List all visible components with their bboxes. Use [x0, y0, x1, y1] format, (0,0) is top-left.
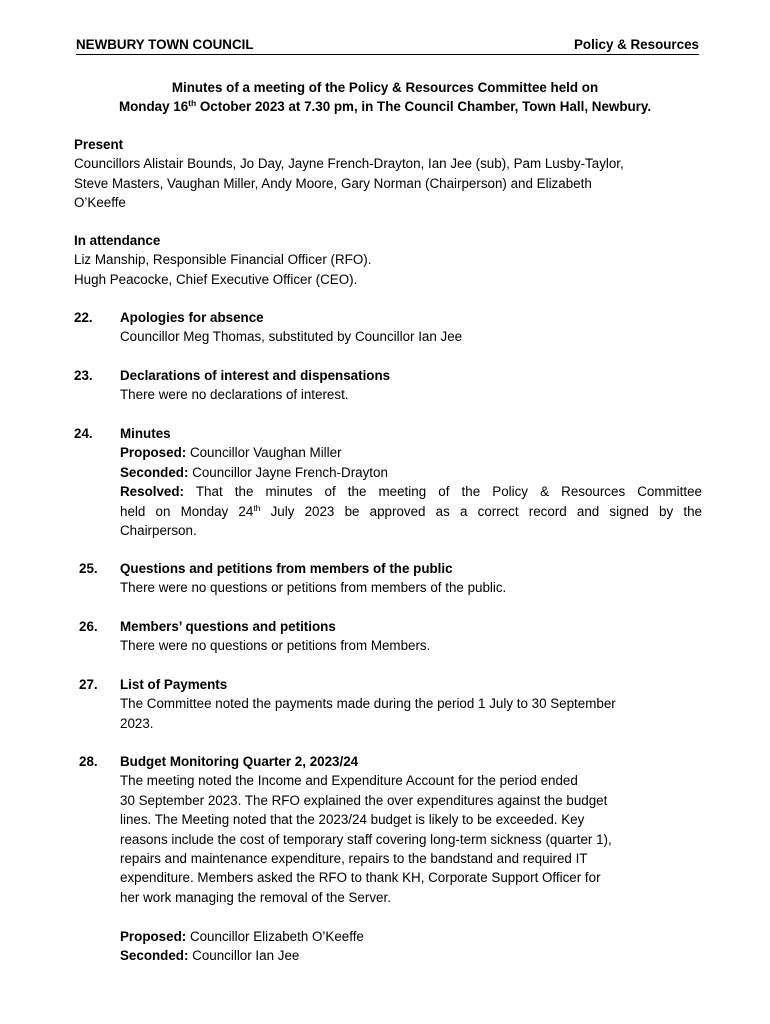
proposed-line: Proposed: Councillor Elizabeth O’Keeffe	[120, 928, 364, 944]
resolved-line: Chairperson.	[120, 523, 197, 539]
seconded-line: Seconded: Councillor Jayne French-Drayton	[120, 464, 388, 480]
page-header	[76, 36, 699, 55]
item-text: 2023.	[120, 715, 154, 731]
attendance-line: Liz Manship, Responsible Financial Officer (RFO).	[74, 252, 372, 268]
attendance-heading: In attendance	[74, 233, 161, 248]
item-text: There were no questions or petitions from members of the public.	[120, 580, 507, 596]
item-text: reasons include the cost of temporary staff covering long-term sickness (quarter 1),	[120, 831, 612, 847]
present-line: O’Keeffe	[74, 195, 126, 211]
present-line: Steve Masters, Vaughan Miller, Andy Moore, Gary Norman (Chairperson) and Elizabeth	[74, 175, 592, 191]
title-line-2: Monday 16th October 2023 at 7.30 pm, in The Council Chamber, Town Hall, Newbury.	[118, 98, 652, 115]
resolved-line: Resolved: That the minutes of the meeting of the Policy & Resources Committee	[120, 484, 702, 500]
item-number: 24.	[74, 426, 93, 441]
item-number: 26.	[79, 619, 98, 634]
title-line-1: Minutes of a meeting of the Policy & Resources Committee held on	[171, 80, 599, 95]
item-text: Councillor Meg Thomas, substituted by Councillor Ian Jee	[120, 329, 463, 345]
council-name: NEWBURY TOWN COUNCIL	[76, 37, 254, 52]
present-line: Councillors Alistair Bounds, Jo Day, Jayne French-Drayton, Ian Jee (sub), Pam Lusby-Taylor,	[74, 156, 624, 172]
resolved-line: held on Monday 24th July 2023 be approved as a correct record and signed by the	[120, 502, 702, 519]
item-text: repairs and maintenance expenditure, repairs to the bandstand and required IT	[120, 851, 588, 867]
attendance-line: Hugh Peacocke, Chief Executive Officer (CEO).	[74, 271, 358, 287]
item-heading: Declarations of interest and dispensations	[120, 368, 391, 383]
item-number: 25.	[79, 561, 98, 576]
item-text: There were no declarations of interest.	[120, 387, 349, 403]
item-text: The Committee noted the payments made during the period 1 July to 30 September	[120, 696, 616, 712]
item-heading: Questions and petitions from members of the public	[120, 561, 453, 576]
seconded-line: Seconded: Councillor Ian Jee	[120, 948, 300, 964]
present-heading: Present	[74, 137, 124, 152]
item-number: 23.	[74, 368, 93, 383]
item-text: her work managing the removal of the Server.	[120, 889, 391, 905]
item-text: lines. The Meeting noted that the 2023/24 budget is likely to be exceeded. Key	[120, 812, 585, 828]
item-text: There were no questions or petitions from Members.	[120, 638, 431, 654]
item-heading: Members’ questions and petitions	[120, 619, 336, 634]
present-section	[74, 135, 704, 213]
item-heading: Minutes	[120, 426, 171, 441]
item-number: 28.	[79, 754, 98, 769]
proposed-line: Proposed: Councillor Vaughan Miller	[120, 445, 342, 461]
item-heading: List of Payments	[120, 677, 228, 692]
item-text: The meeting noted the Income and Expenditure Account for the period ended	[120, 773, 578, 789]
attendance-section	[74, 231, 704, 289]
item-text: expenditure. Members asked the RFO to thank KH, Corporate Support Officer for	[120, 870, 601, 886]
item-number: 27.	[79, 677, 98, 692]
item-number: 22.	[74, 310, 93, 325]
item-heading: Budget Monitoring Quarter 2, 2023/24	[120, 754, 359, 769]
document-title	[0, 78, 770, 117]
item-text: 30 September 2023. The RFO explained the over expenditures against the budget	[120, 792, 608, 808]
committee-name: Policy & Resources	[573, 37, 699, 52]
item-heading: Apologies for absence	[120, 310, 264, 325]
